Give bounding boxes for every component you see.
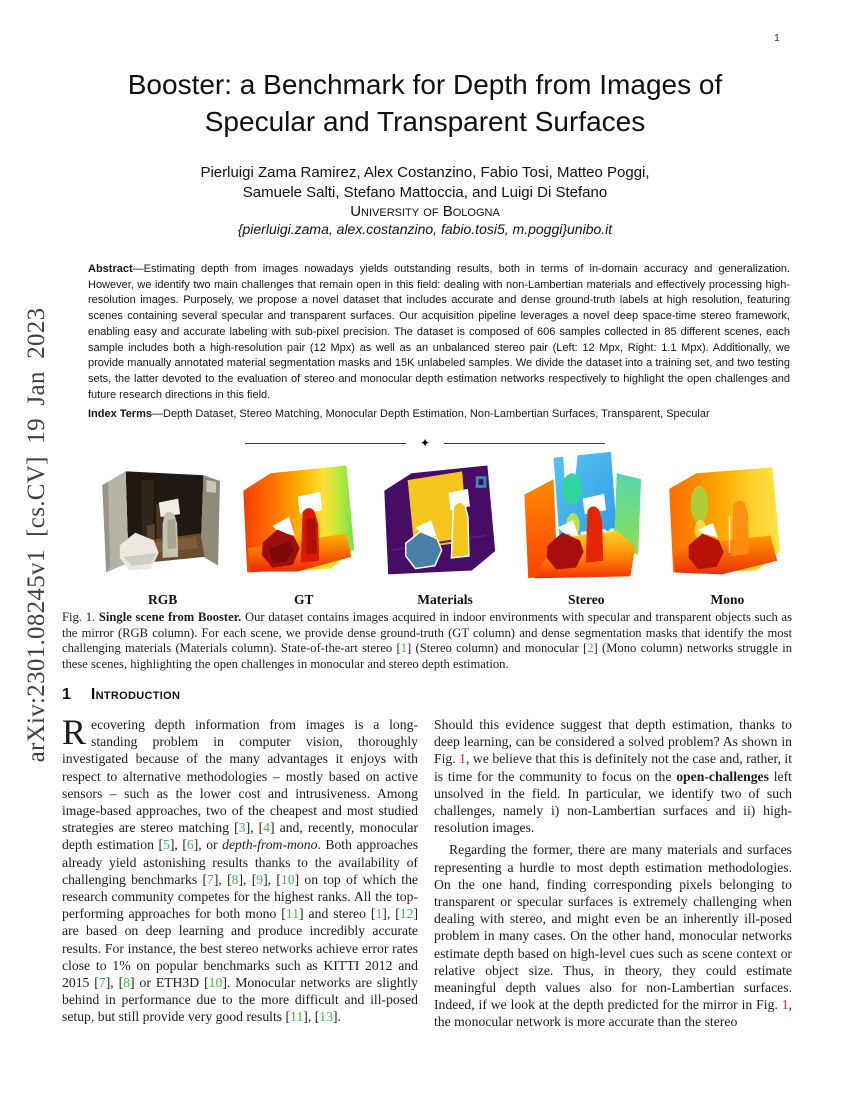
- figure-panel-stereo: [519, 448, 654, 608]
- citation-link[interactable]: 7: [207, 871, 214, 887]
- gt-depth-image: [236, 448, 371, 589]
- figure-panel-rgb: [95, 448, 230, 608]
- section-1-heading: [62, 686, 180, 704]
- authors-line-1: Pierluigi Zama Ramirez, Alex Costanzino, Fabio Tosi, Matteo Poggi,: [200, 164, 650, 181]
- citation-link[interactable]: 8: [123, 975, 131, 991]
- index-terms-label: Index Terms: [88, 408, 152, 420]
- figure-reference-link[interactable]: 1: [781, 997, 789, 1013]
- separator-line-right: [444, 443, 605, 444]
- figure-panel-gt: [236, 448, 371, 608]
- panel-label-mono: Mono: [710, 592, 745, 607]
- section-title: Introduction: [90, 686, 181, 703]
- drop-cap: R: [62, 712, 87, 752]
- citation-link[interactable]: 3: [238, 820, 246, 836]
- panel-label-gt: GT: [294, 592, 314, 607]
- title-line-1: Booster: a Benchmark for Depth from Images of: [127, 69, 723, 100]
- intro-paragraph-1: [62, 712, 419, 1026]
- citation-link[interactable]: 6: [186, 837, 194, 853]
- intro-paragraph-3: Regarding the former, there are many materials and surfaces representing a hurdle to most depth estimation methodologies. On the one hand, finding corresponding pixels belonging to transparent or specular surfaces is extremely challenging when dealing with stereo, and might even be an inherently ill-posed problem in many cases. On the other hand, monocular networks estimate depth based on high-level cues such as scene context or relative object size. Thus, in theory, they could estimate meaningful depth values also for non-Lambertian surfaces. Indeed, if we look at the depth predicted for the mirror in Fig. 1, the monocular network is more accurate than the stereo: [434, 842, 792, 1030]
- citation-link[interactable]: 13: [319, 1009, 333, 1025]
- figure-panel-materials: [377, 448, 512, 608]
- panel-label-rgb: RGB: [147, 592, 178, 607]
- citation-link[interactable]: 4: [263, 820, 271, 836]
- separator-line-left: [245, 443, 406, 444]
- citation-link[interactable]: 10: [280, 871, 295, 887]
- citation-link[interactable]: 1: [400, 641, 408, 656]
- page-number: 1: [774, 32, 780, 44]
- figure-1-caption: Fig. 1. Single scene from Booster. Our dataset contains images acquired in indoor environments with specular and transparent objects such as the mirror (RGB column). For each scene, we provide dense ground-truth (GT column) and dense segmentation masks that identify the most challenging materials (Materials column). State-of-the-art stereo [1] (Stereo column) and monocular [2] (Mono column) networks struggle in these scenes, highlighting the open challenges in monocular and stereo depth estimation.: [62, 610, 792, 671]
- citation-link[interactable]: 10: [208, 975, 223, 991]
- citation-link[interactable]: 12: [399, 906, 414, 922]
- mono-prediction-image: [660, 448, 795, 589]
- abstract-text: —Estimating depth from images nowadays yields outstanding results, both in terms of in-domain accuracy and generalization. However, we identify two main challenges that remain open in this field: dealing with non-Lambertian materials and effectively processing high-resolution images. Purposely, we propose a novel dataset that includes accurate and dense ground-truth labels at high resolution, featuring scenes containing several specular and transparent surfaces. Our acquisition pipeline leverages a novel deep space-time stereo framework, enabling easy and accurate labeling with sub-pixel precision. The dataset is composed of 606 samples collected in 85 different scenes, each sample includes both a high-resolution pair (12 Mpx) as well as an unbalanced stereo pair (Left: 12 Mpx, Right: 1.1 Mpx). Additionally, we provide manually annotated material segmentation masks and 15K unlabeled samples. We divide the dataset into a training set, and two testing sets, the latter devoted to the evaluation of stereo and monocular depth estimation networks respectively to highlight the open challenges and future research directions in this field.: [88, 263, 790, 401]
- index-terms: [88, 407, 790, 422]
- title-line-2: Specular and Transparent Surfaces: [204, 106, 646, 137]
- stereo-prediction-image: [519, 448, 654, 589]
- intro-paragraph-1-text: ecovering depth information from images is a long-standing problem in computer vision, thoroughly investigated because of the many advantages it enjoys with respect to alternative methodologies – mostly based on active sensors – such as the lower cost and intrusiveness. Among image-based approaches, two of the cheapest and most studied strategies are stereo matching [3], [4] and, recently, monocular depth estimation [5], [6], or depth-from-mono. Both approaches already yield astonishing results thanks to the availability of challenging benchmarks [7], [8], [9], [10] on top of which the research community competes for the highest ranks. All the top-performing approaches for both mono [11] and stereo [1], [12] are based on deep learning and produce incredibly accurate results. For instance, the best stereo networks achieve error rates close to 1% on popular benchmarks such as KITTI 2012 and 2015 [7], [8] or ETH3D [10]. Monocular networks are slightly behind in performance due to the more difficult and ill-posed setup, but still provide very good results [11], [13].: [62, 717, 419, 1025]
- authors: [0, 163, 850, 203]
- paper-title: [0, 66, 850, 140]
- figure-1-panels: [95, 448, 795, 608]
- index-terms-text: —Depth Dataset, Stereo Matching, Monocular Depth Estimation, Non-Lambertian Surfaces, Transparent, Specular: [152, 408, 710, 420]
- rgb-image: [95, 448, 230, 589]
- intro-paragraph-2: Should this evidence suggest that depth estimation, thanks to deep learning, can be considered a solved problem? As shown in Fig. 1, we believe that this is definitely not the case and, rather, it is time for the community to focus on the open-challenges left unsolved in the field. In particular, we identify two of such challenges, namely i) non-Lambertian surfaces and ii) high-resolution images.: [434, 717, 792, 836]
- section-number: 1: [62, 686, 71, 703]
- citation-link[interactable]: 11: [285, 906, 300, 922]
- citation-link[interactable]: 9: [256, 871, 264, 887]
- arxiv-stamp: arXiv:2301.08245v1 [cs.CV] 19 Jan 2023: [23, 307, 50, 763]
- figure-panel-mono: [660, 448, 795, 608]
- citation-link[interactable]: 2: [587, 641, 594, 656]
- right-column: [434, 716, 792, 1031]
- abstract-label: Abstract: [88, 263, 133, 275]
- diamond-icon: ✦: [419, 436, 431, 450]
- citation-link[interactable]: 8: [231, 871, 239, 887]
- author-emails: {pierluigi.zama, alex.costanzino, fabio.tosi5, m.poggi}unibo.it: [237, 221, 613, 237]
- citation-link[interactable]: 7: [98, 975, 106, 991]
- abstract: [88, 262, 790, 403]
- citation-link[interactable]: 5: [163, 837, 170, 853]
- materials-segmentation-image: [377, 448, 512, 589]
- authors-line-2: Samuele Salti, Stefano Mattoccia, and Luigi Di Stefano: [242, 184, 608, 201]
- affiliation: University of Bologna: [350, 203, 500, 220]
- panel-label-materials: Materials: [417, 592, 473, 607]
- citation-link[interactable]: 1: [375, 906, 383, 922]
- panel-label-stereo: Stereo: [567, 592, 605, 607]
- citation-link[interactable]: 11: [290, 1009, 304, 1025]
- left-column: [62, 712, 419, 1026]
- figure-reference-link[interactable]: 1: [459, 751, 467, 767]
